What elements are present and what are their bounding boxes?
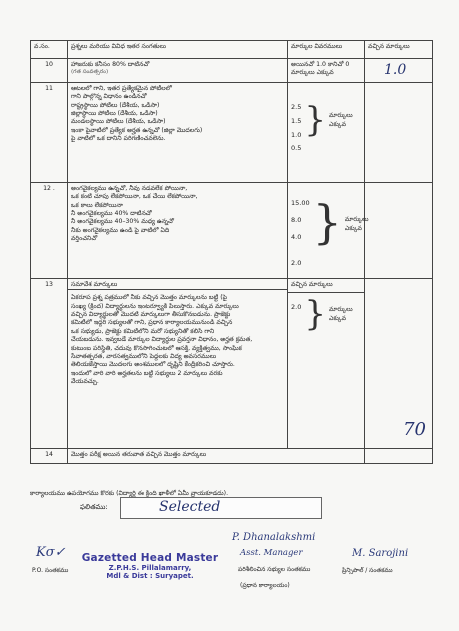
table-row — [31, 83, 433, 183]
row-line: అంగవైకల్యము ఉన్నచో, నీవు నడవలేక పోయినా, — [71, 185, 188, 192]
stamp-line: Z.P.H.S. Pillalamarry, — [108, 564, 192, 572]
handwritten-mark: 1.0 — [384, 62, 407, 78]
result-field — [120, 497, 322, 519]
row-question — [68, 449, 365, 464]
row-given-marks — [365, 183, 433, 279]
mark-value: 1.5 — [291, 116, 302, 125]
row-given-marks — [365, 83, 433, 183]
po-signature-label: P.O. సంతకము — [32, 567, 69, 574]
table-row — [31, 449, 433, 464]
row-line: మొత్తం పరీక్ష అయిన తరువాత వచ్చిన మొత్తం మార్కులు — [71, 451, 207, 458]
brace-symbol: } — [304, 294, 326, 334]
table-row — [31, 183, 433, 279]
table-header-row — [31, 41, 433, 59]
row-line: సంఖ్య (క్రింద) విద్యార్థులను ఇంటర్వ్యూకి పిలుస్తారు. ఎక్కువ మార్కులు — [71, 302, 239, 310]
row-line: నీ అంగవైకల్యము 40% దాటినచో — [71, 210, 152, 218]
row-question — [68, 59, 288, 83]
mark-value: 2.5 — [291, 103, 302, 111]
row-line: మండలస్థాయి పోటీలు (దేశీయ, ఒడీసా) — [71, 118, 166, 126]
header-marks-details: మార్కుల వివరములు — [288, 41, 365, 59]
row-sno: 12 . — [31, 183, 68, 279]
row-line: హాజరుకు కనీసం 80% దాటినచో — [71, 61, 150, 68]
row-line: ఇంకా పైవాటిలో ప్రత్యేక అర్హత ఉన్నచో (జిల్లా మొదలగు) — [71, 126, 203, 134]
row-line: ఒక సభ్యుడు, ప్రాజెక్టు కమిటీలోని మరో సభ్యునితో కలిసి గాని — [71, 327, 215, 335]
row-line: ఏకరూప ప్రశ్న పత్రములో నీకు వచ్చిన మొత్తం మార్కులను బట్టి (పై — [71, 294, 228, 302]
mark-value: 4.0 — [291, 232, 302, 241]
mark-value: 1.0 — [291, 130, 302, 139]
principal-signature: M. Sarojini — [352, 548, 409, 559]
brace-symbol: } — [304, 100, 326, 140]
brace-label: మార్కులు ఎక్కువ — [344, 216, 369, 233]
member-designation: Asst. Manager — [240, 548, 303, 558]
row-sno: 11 — [31, 83, 68, 183]
mark-value: 8.0 — [291, 215, 302, 224]
row-line: (గత సంవత్సరం) — [71, 69, 109, 76]
brace-label: మార్కులు ఎక్కువ — [328, 306, 353, 323]
row-given-marks — [365, 59, 433, 83]
header-questions: ప్రశ్నలు మరియు వివిధ ఇతర సంగతులు — [68, 41, 288, 59]
row-line: ఒక కంటి చూపు లేకపోయినా, ఒక చేయి లేకపోయినా, — [71, 193, 198, 201]
row-title: సమావేశ మార్కులు — [68, 281, 287, 290]
table-row — [31, 279, 433, 449]
member-signature-sub: (ప్రధాన కార్యాలయం) — [240, 582, 290, 589]
po-signature-mark: Kσ✓ — [36, 545, 66, 560]
scoring-table — [30, 40, 433, 464]
row-marks — [288, 279, 365, 449]
row-line: ఒక కాలు లేకపోయినా — [71, 201, 123, 209]
mark-value: 0.5 — [291, 144, 302, 153]
mark-value: 15.00 — [291, 199, 310, 207]
row-sno: 10 — [31, 59, 68, 83]
row-line: తెలియజేస్తాయి మొదలగు అంశములలో దృష్టిని కేంద్రీకరించి చూస్తారు. — [71, 361, 235, 369]
row-given-marks — [365, 279, 433, 449]
row-line: రాష్ట్రస్థాయి పోటీలు (దేశీయ, ఒడీసా) — [71, 101, 160, 109]
row-line: గాని పాల్గొన్న విధానం ఉండినచో — [71, 93, 147, 101]
row-line: కుటుంబ పరిస్థితి, చదువు కొనసాగించుటలో ఆసక్తి, వ్యక్తిత్వము, సాంఘిక — [71, 344, 242, 352]
row-question — [68, 83, 288, 183]
handwritten-mark: 70 — [403, 418, 426, 440]
member-signature: P. Dhanalakshmi — [232, 532, 316, 543]
row-given-marks — [365, 449, 433, 464]
member-signature-label: పరిశీలించిన సభ్యుల సంతకము — [238, 566, 311, 573]
row-line: ఇందులో వారి వారి అర్హతలను బట్టి సభ్యులు 2 మార్కులు వరకు — [71, 369, 223, 377]
row-line: వచ్చిన విద్యార్థులతో మొదటి మార్కులుగా తీసుకొనబడును. ప్రాజెక్టు — [71, 311, 231, 319]
row-line: సేవాతత్పరత, వారసత్వములోని పెద్దలకు విద్య అవసరములు — [71, 352, 217, 360]
stamp-line: Mdl & Dist : Suryapet. — [106, 572, 194, 580]
row-line: కమిటీలో ఇద్దరి సభ్యులతో గాని, ప్రధాన కార్యాలయమునుండి వచ్చిన — [71, 319, 233, 327]
header-sno: వ.సం. — [31, 41, 68, 59]
row-sno: 13 — [31, 279, 68, 449]
row-line: పై వాటిలో ఒక దానిని పరిగణించవలెను. — [71, 135, 166, 143]
brace-label: మార్కులు ఎక్కువ — [328, 112, 353, 129]
mark-value: 2.0 — [291, 259, 302, 268]
row-marks — [288, 183, 369, 279]
result-label: ఫలితము: — [80, 503, 108, 511]
row-question — [68, 279, 288, 449]
row-line: నీకు అంగవైకల్యము ఉండి పై వాటిలో ఏది — [71, 226, 170, 234]
office-use-note: కార్యాలయము ఉపయోగము కొరకు (విద్యార్థి ఈ క్రింది ఖాళీలో ఏమీ వ్రాయకూడదు). — [30, 490, 229, 497]
row-sno: 14 — [31, 449, 68, 464]
table-row — [31, 59, 433, 83]
stamp-line: Gazetted Head Master — [81, 552, 219, 564]
row-marks-text: అయినచో 1.0 కానిచో 0 మార్కులు ఎక్కువ — [288, 59, 365, 83]
row-line: నీ అంగవైకల్యము 40–30% మధ్య ఉన్నచో — [71, 218, 174, 226]
gazetted-head-master-stamp — [70, 552, 230, 580]
mark-value: 2.0 — [291, 303, 302, 311]
row-line: వర్తించనిచో — [71, 235, 98, 243]
marks-subheader: వచ్చిన మార్కులు — [288, 279, 364, 293]
row-marks — [288, 83, 365, 183]
row-line: వేయవచ్చు. — [71, 377, 99, 385]
principal-signature-label: ప్రిన్సిపాల్ / సంతకము — [342, 567, 393, 574]
row-question — [68, 183, 288, 279]
row-line: ఆటలలో గాని, ఇతర ప్రత్యేకమైన పోటీలలో — [71, 85, 172, 92]
result-value: Selected — [159, 499, 221, 515]
brace-symbol: } — [312, 195, 342, 249]
row-line: చేయబడును. ఇవ్వబడే మార్కుల విద్యార్థుల ప్రవర్తనా విధానం, అర్హత క్రమత, — [71, 336, 253, 344]
row-line: జిల్లాస్థాయి పోటీలు (దేశీయ, ఒడీసా) — [71, 110, 158, 118]
header-given-marks: వచ్చిన మార్కులు — [365, 41, 433, 59]
